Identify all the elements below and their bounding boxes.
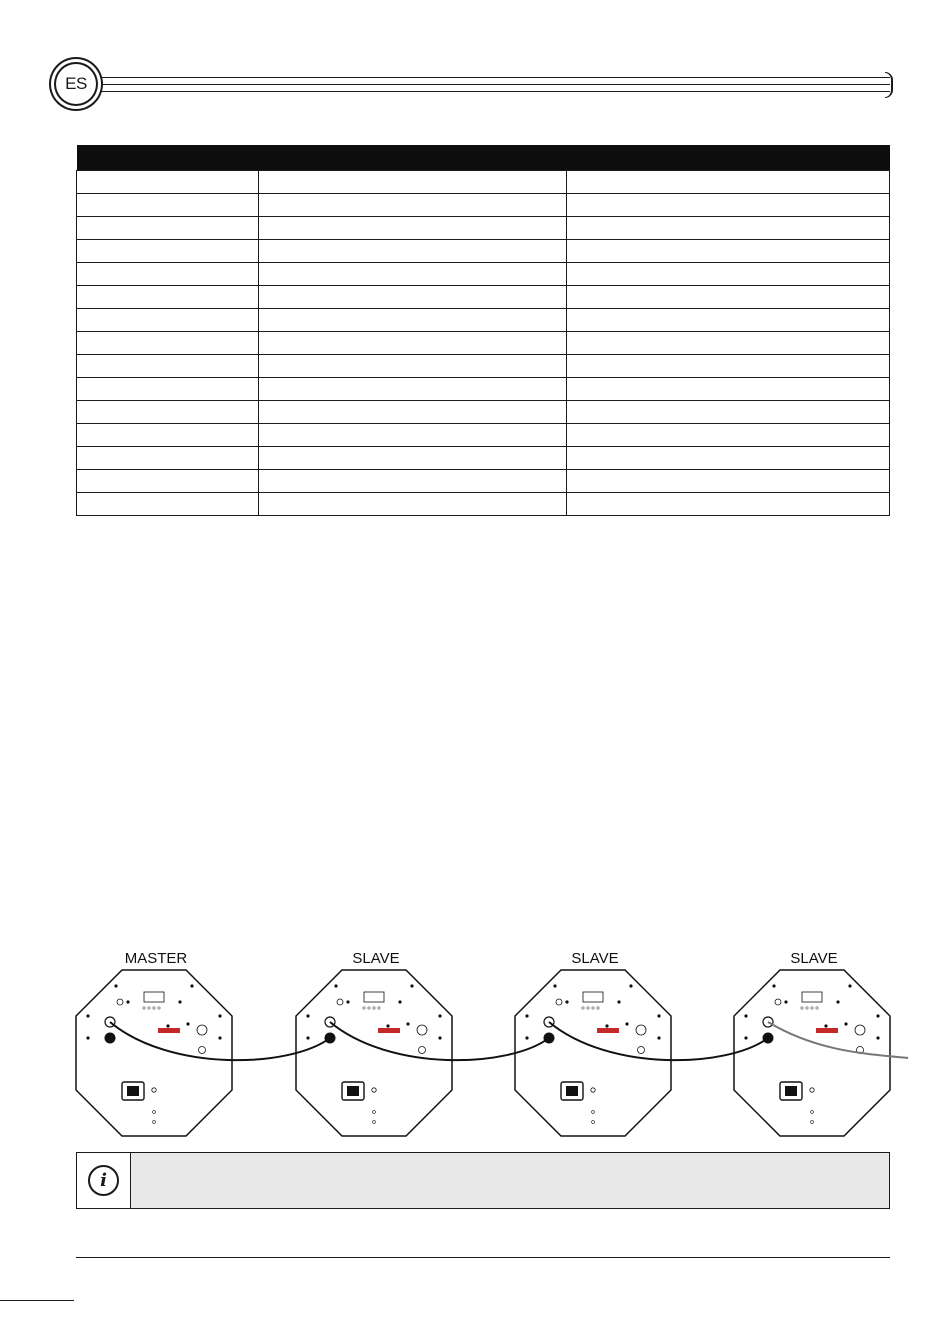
fixture-role-label: SLAVE: [352, 950, 400, 967]
fixture-rear-panel: [76, 970, 232, 1136]
table-cell: [259, 447, 567, 470]
table-row: [77, 194, 890, 217]
screw-icon: [553, 984, 556, 987]
table-cell: [77, 217, 259, 240]
table-cell: [259, 332, 567, 355]
table-cell: [259, 378, 567, 401]
table-row: [77, 355, 890, 378]
screw-icon: [876, 1014, 879, 1017]
table-row: [77, 240, 890, 263]
language-badge: [56, 64, 96, 104]
fixture-rear-panel: [515, 970, 671, 1136]
table-row: [77, 286, 890, 309]
table-cell: [567, 286, 890, 309]
screw-icon: [836, 1000, 839, 1003]
table-row: [77, 401, 890, 424]
table-row: [77, 493, 890, 516]
screw-icon: [334, 984, 337, 987]
table-cell: [567, 263, 890, 286]
screw-icon: [565, 1000, 568, 1003]
header-rule: [90, 77, 890, 78]
screw-icon: [306, 1036, 309, 1039]
table-cell: [259, 401, 567, 424]
screw-icon: [844, 1022, 847, 1025]
screw-icon: [657, 1014, 660, 1017]
fixture-role-label: SLAVE: [571, 950, 619, 967]
column-header: [259, 145, 567, 171]
header-rule-cap: [885, 72, 893, 98]
fixture-unit: [515, 950, 671, 1136]
screw-icon: [876, 1036, 879, 1039]
brand-logo-icon: [378, 1028, 400, 1033]
header-rule: [90, 84, 890, 85]
dmx-in-connector-icon: [105, 1033, 116, 1044]
info-note-text: [131, 1153, 889, 1208]
table-cell: [259, 493, 567, 516]
table-cell: [77, 171, 259, 194]
table-cell: [259, 263, 567, 286]
screw-icon: [744, 1036, 747, 1039]
table-cell: [77, 447, 259, 470]
fixture-unit: [76, 950, 232, 1136]
table-cell: [259, 240, 567, 263]
screw-icon: [190, 984, 193, 987]
table-cell: [77, 493, 259, 516]
table-header-row: [77, 145, 890, 171]
screw-icon: [166, 1024, 169, 1027]
table-cell: [259, 286, 567, 309]
screw-icon: [406, 1022, 409, 1025]
footer-rule: [76, 1257, 890, 1258]
table-row: [77, 309, 890, 332]
screw-icon: [772, 984, 775, 987]
table-row: [77, 378, 890, 401]
screw-icon: [744, 1014, 747, 1017]
screw-icon: [306, 1014, 309, 1017]
table-row: [77, 332, 890, 355]
table-row: [77, 424, 890, 447]
info-icon-cell: [77, 1153, 131, 1208]
screw-icon: [178, 1000, 181, 1003]
screw-icon: [114, 984, 117, 987]
table-cell: [259, 217, 567, 240]
table-cell: [259, 309, 567, 332]
screw-icon: [438, 1014, 441, 1017]
table-cell: [567, 309, 890, 332]
table-cell: [567, 355, 890, 378]
table-cell: [259, 194, 567, 217]
screw-icon: [218, 1036, 221, 1039]
spec-table: [76, 145, 890, 516]
table-cell: [77, 286, 259, 309]
screw-icon: [346, 1000, 349, 1003]
column-header: [77, 145, 259, 171]
screw-icon: [398, 1000, 401, 1003]
table-cell: [77, 470, 259, 493]
fixture-rear-panel: [296, 970, 452, 1136]
table-cell: [77, 355, 259, 378]
screw-icon: [525, 1036, 528, 1039]
table-cell: [567, 194, 890, 217]
fixture-unit: [296, 950, 452, 1136]
power-inlet-socket-icon: [347, 1086, 359, 1096]
language-code: ES: [65, 74, 87, 93]
table-cell: [259, 470, 567, 493]
table-cell: [567, 240, 890, 263]
screw-icon: [784, 1000, 787, 1003]
table-cell: [77, 378, 259, 401]
table-cell: [567, 401, 890, 424]
fixture-role-label: MASTER: [124, 950, 188, 967]
screw-icon: [86, 1036, 89, 1039]
table-row: [77, 217, 890, 240]
table-cell: [77, 240, 259, 263]
table-row: [77, 470, 890, 493]
screw-icon: [410, 984, 413, 987]
table-row: [77, 447, 890, 470]
table-cell: [77, 332, 259, 355]
screw-icon: [386, 1024, 389, 1027]
column-header: [567, 145, 890, 171]
screw-icon: [629, 984, 632, 987]
table-cell: [77, 309, 259, 332]
table-cell: [259, 171, 567, 194]
screw-icon: [617, 1000, 620, 1003]
screw-icon: [525, 1014, 528, 1017]
brand-logo-icon: [597, 1028, 619, 1033]
table-cell: [567, 378, 890, 401]
table-cell: [77, 401, 259, 424]
screw-icon: [126, 1000, 129, 1003]
table-cell: [77, 194, 259, 217]
screw-icon: [848, 984, 851, 987]
brand-logo-icon: [816, 1028, 838, 1033]
table-row: [77, 171, 890, 194]
screw-icon: [625, 1022, 628, 1025]
table-cell: [567, 171, 890, 194]
table-cell: [567, 217, 890, 240]
table-cell: [77, 263, 259, 286]
power-inlet-socket-icon: [566, 1086, 578, 1096]
screw-icon: [438, 1036, 441, 1039]
info-note: [76, 1152, 890, 1209]
table-cell: [567, 470, 890, 493]
header-rule: [90, 91, 890, 92]
table-cell: [259, 355, 567, 378]
table-row: [77, 263, 890, 286]
table-cell: [567, 447, 890, 470]
power-inlet-socket-icon: [127, 1086, 139, 1096]
screw-icon: [824, 1024, 827, 1027]
page-corner-mark: [0, 1300, 74, 1301]
screw-icon: [657, 1036, 660, 1039]
dmx-daisy-chain-diagram: [60, 940, 940, 1140]
table-cell: [567, 332, 890, 355]
screw-icon: [86, 1014, 89, 1017]
table-cell: [77, 424, 259, 447]
screw-icon: [218, 1014, 221, 1017]
table-cell: [567, 424, 890, 447]
table-cell: [259, 424, 567, 447]
screw-icon: [186, 1022, 189, 1025]
screw-icon: [605, 1024, 608, 1027]
brand-logo-icon: [158, 1028, 180, 1033]
power-inlet-socket-icon: [785, 1086, 797, 1096]
info-icon: i: [88, 1165, 119, 1196]
table-cell: [567, 493, 890, 516]
fixture-role-label: SLAVE: [790, 950, 838, 967]
